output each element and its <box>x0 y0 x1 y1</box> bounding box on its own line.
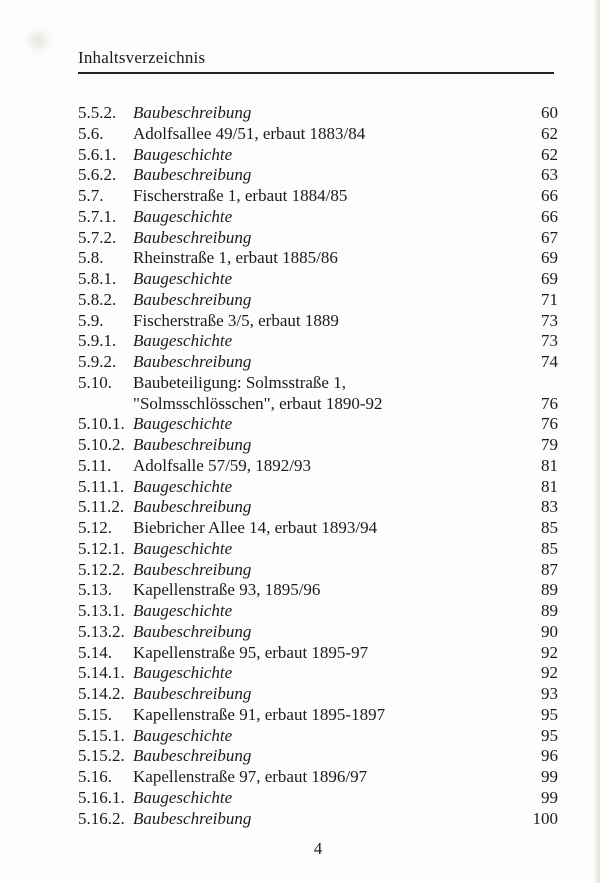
toc-entry <box>78 311 558 332</box>
toc-entry-number: 5.8.1. <box>78 269 117 288</box>
toc-entry <box>78 518 558 539</box>
toc-entry <box>78 622 558 643</box>
toc-entry-title: Kapellenstraße 97, erbaut 1896/97 <box>133 767 368 786</box>
toc-entry-number: 5.12.2. <box>78 559 125 579</box>
toc-entry-page: 66 <box>541 206 558 226</box>
toc-entry-page: 100 <box>532 808 558 828</box>
toc-entry-number: 5.8. <box>78 248 104 268</box>
toc-entry-page: 99 <box>541 767 558 786</box>
toc-entry-page: 95 <box>541 725 558 745</box>
toc-entry <box>78 352 558 373</box>
toc-entry-title: Rheinstraße 1, erbaut 1885/86 <box>133 248 338 268</box>
toc-entry-number: 5.16.1. <box>78 787 125 807</box>
toc-entry-page: 93 <box>541 684 558 703</box>
toc-entry-title: Baubeschreibung <box>133 103 252 122</box>
toc-entry <box>78 331 558 352</box>
toc-entry <box>78 456 558 477</box>
toc-entry <box>78 539 558 560</box>
toc-entry <box>78 767 558 788</box>
toc-entry <box>78 394 558 415</box>
toc-entry-number: 5.13. <box>78 580 112 600</box>
toc-entry-page: 71 <box>541 289 558 309</box>
toc-entry-page: 60 <box>541 103 558 122</box>
toc-entry-number <box>78 394 133 415</box>
toc-entry-page: 62 <box>541 144 558 164</box>
toc-entry-page: 90 <box>541 621 558 641</box>
footer-page-number: 4 <box>313 839 323 858</box>
toc-entry-page: 99 <box>541 787 558 807</box>
toc-entry-title: Baugeschichte <box>133 269 233 288</box>
toc-entry-page: 73 <box>541 310 558 330</box>
toc-entry-title: Baugeschichte <box>133 414 233 434</box>
toc-entry-page: 92 <box>541 642 558 662</box>
toc-entry <box>78 560 558 581</box>
toc-entry <box>78 290 558 311</box>
toc-entry-title: Adolfsallee 49/51, erbaut 1883/84 <box>133 123 366 143</box>
toc-entry-number: 5.8.2. <box>78 289 117 309</box>
toc-entry-number: 5.6.2. <box>78 165 117 185</box>
toc-entry-number: 5.5.2. <box>78 103 117 122</box>
toc-entry-title: Biebricher Allee 14, erbaut 1893/94 <box>133 518 378 537</box>
header-rule <box>78 72 554 74</box>
toc-entry-number: 5.13.1. <box>78 601 125 620</box>
toc-entry-page: 79 <box>541 435 558 454</box>
toc-entry-title: Baugeschichte <box>133 206 233 226</box>
toc-entry-title: Baugeschichte <box>133 538 233 558</box>
toc-entry-title: Fischerstraße 1, erbaut 1884/85 <box>133 186 348 205</box>
toc-entry-title: Baubeschreibung <box>133 165 252 185</box>
toc-entry-title: Baubeschreibung <box>133 435 252 454</box>
toc-entry-page: 73 <box>541 331 558 351</box>
toc-entry <box>78 269 558 290</box>
toc-entry <box>78 145 558 166</box>
toc-entry <box>78 788 558 809</box>
toc-entry-title: Baugeschichte <box>133 725 233 745</box>
toc-entry <box>78 165 558 186</box>
toc-entry-number: 5.9.2. <box>78 352 117 371</box>
toc-entry-title: Baubeschreibung <box>133 227 252 247</box>
toc-entry-number: 5.10. <box>78 372 112 392</box>
toc-entry-number: 5.14.2. <box>78 684 125 703</box>
toc-entry-number: 5.10.1. <box>78 414 125 434</box>
toc-entry-page: 62 <box>541 123 558 143</box>
toc-entry <box>78 414 558 435</box>
toc-entry-page: 89 <box>541 601 558 620</box>
toc-entry-page: 76 <box>541 414 558 434</box>
toc-list <box>78 103 558 829</box>
toc-entry <box>78 373 558 394</box>
toc-entry <box>78 497 558 518</box>
toc-entry-title: Baubeschreibung <box>133 352 252 371</box>
toc-entry-number: 5.13.2. <box>78 621 125 641</box>
toc-entry-title: Baugeschichte <box>133 601 233 620</box>
toc-entry <box>78 207 558 228</box>
toc-entry <box>78 228 558 249</box>
toc-entry <box>78 580 558 601</box>
toc-entry <box>78 663 558 684</box>
toc-entry-page: 69 <box>541 248 558 268</box>
toc-entry <box>78 726 558 747</box>
toc-entry-title: Kapellenstraße 93, 1895/96 <box>133 580 321 600</box>
toc-entry-title: Baubeschreibung <box>133 289 252 309</box>
toc-entry-page: 83 <box>541 497 558 517</box>
toc-entry-number: 5.16. <box>78 767 112 786</box>
toc-entry-page <box>512 373 558 394</box>
toc-entry-title: Baugeschichte <box>133 331 233 351</box>
toc-entry-number: 5.16.2. <box>78 808 125 828</box>
scan-smudge-artifact <box>31 33 46 48</box>
toc-entry-number: 5.6.1. <box>78 144 117 164</box>
toc-entry-page: 67 <box>541 227 558 247</box>
page-header-title: Inhaltsverzeichnis <box>78 48 206 67</box>
toc-entry <box>78 103 558 124</box>
toc-entry-number: 5.11. <box>78 455 112 475</box>
toc-entry-number: 5.6. <box>78 123 104 143</box>
toc-entry-title: Baubeschreibung <box>133 497 252 517</box>
toc-entry-page: 85 <box>541 518 558 537</box>
toc-entry-number: 5.9.1. <box>78 331 117 351</box>
toc-entry-title: Baugeschichte <box>133 663 233 683</box>
toc-entry <box>78 809 558 830</box>
toc-entry-title: Baugeschichte <box>133 787 233 807</box>
toc-entry-title: Baubeschreibung <box>133 808 252 828</box>
toc-entry-number: 5.12. <box>78 518 112 537</box>
toc-entry-page: 87 <box>541 559 558 579</box>
toc-entry-page: 81 <box>541 476 558 496</box>
toc-entry-page: 74 <box>541 352 558 371</box>
toc-entry-title: Baubeteiligung: Solmsstraße 1, <box>133 372 346 392</box>
toc-entry <box>78 643 558 664</box>
toc-entry-title: Baubeschreibung <box>133 559 252 579</box>
toc-entry-title: "Solmsschlösschen", erbaut 1890-92 <box>133 393 383 413</box>
toc-entry-number: 5.7.2. <box>78 227 117 247</box>
toc-entry-number: 5.14.1. <box>78 663 125 683</box>
toc-entry <box>78 248 558 269</box>
toc-entry-number: 5.11.2. <box>78 497 125 517</box>
toc-entry-page: 85 <box>541 538 558 558</box>
toc-entry-title: Baugeschichte <box>133 476 233 496</box>
toc-entry-number: 5.15.1. <box>78 725 125 745</box>
toc-entry-title: Kapellenstraße 95, erbaut 1895-97 <box>133 642 369 662</box>
toc-entry-number: 5.7. <box>78 186 104 205</box>
toc-entry-number: 5.14. <box>78 642 112 662</box>
toc-entry-number: 5.15.2. <box>78 746 125 766</box>
toc-entry-number: 5.15. <box>78 704 112 724</box>
toc-entry-title: Baugeschichte <box>133 144 233 164</box>
toc-entry-page: 92 <box>541 663 558 683</box>
toc-entry <box>78 705 558 726</box>
toc-entry-title: Baubeschreibung <box>133 621 252 641</box>
toc-entry-number: 5.11.1. <box>78 476 125 496</box>
toc-entry-page: 96 <box>541 746 558 766</box>
toc-entry-number: 5.9. <box>78 310 104 330</box>
toc-entry-title: Kapellenstraße 91, erbaut 1895-1897 <box>133 704 386 724</box>
toc-entry-title: Adolfsalle 57/59, 1892/93 <box>133 455 312 475</box>
toc-entry-title: Fischerstraße 3/5, erbaut 1889 <box>133 310 339 330</box>
toc-entry-number: 5.10.2. <box>78 435 125 454</box>
toc-entry-page: 76 <box>541 393 558 413</box>
toc-entry-title: Baubeschreibung <box>133 746 252 766</box>
toc-entry-page: 69 <box>541 269 558 288</box>
toc-entry-page: 89 <box>541 580 558 600</box>
toc-entry-title: Baubeschreibung <box>133 684 252 703</box>
scan-edge-shade <box>593 0 600 883</box>
toc-entry-page: 81 <box>541 455 558 475</box>
toc-entry <box>78 435 558 456</box>
toc-entry-page: 66 <box>541 186 558 205</box>
toc-entry-number: 5.12.1. <box>78 538 125 558</box>
toc-entry-page: 95 <box>541 704 558 724</box>
toc-entry-page: 63 <box>541 165 558 185</box>
toc-entry <box>78 684 558 705</box>
toc-entry <box>78 601 558 622</box>
toc-entry-number: 5.7.1. <box>78 206 117 226</box>
toc-entry <box>78 746 558 767</box>
toc-entry <box>78 477 558 498</box>
toc-entry <box>78 124 558 145</box>
toc-entry <box>78 186 558 207</box>
